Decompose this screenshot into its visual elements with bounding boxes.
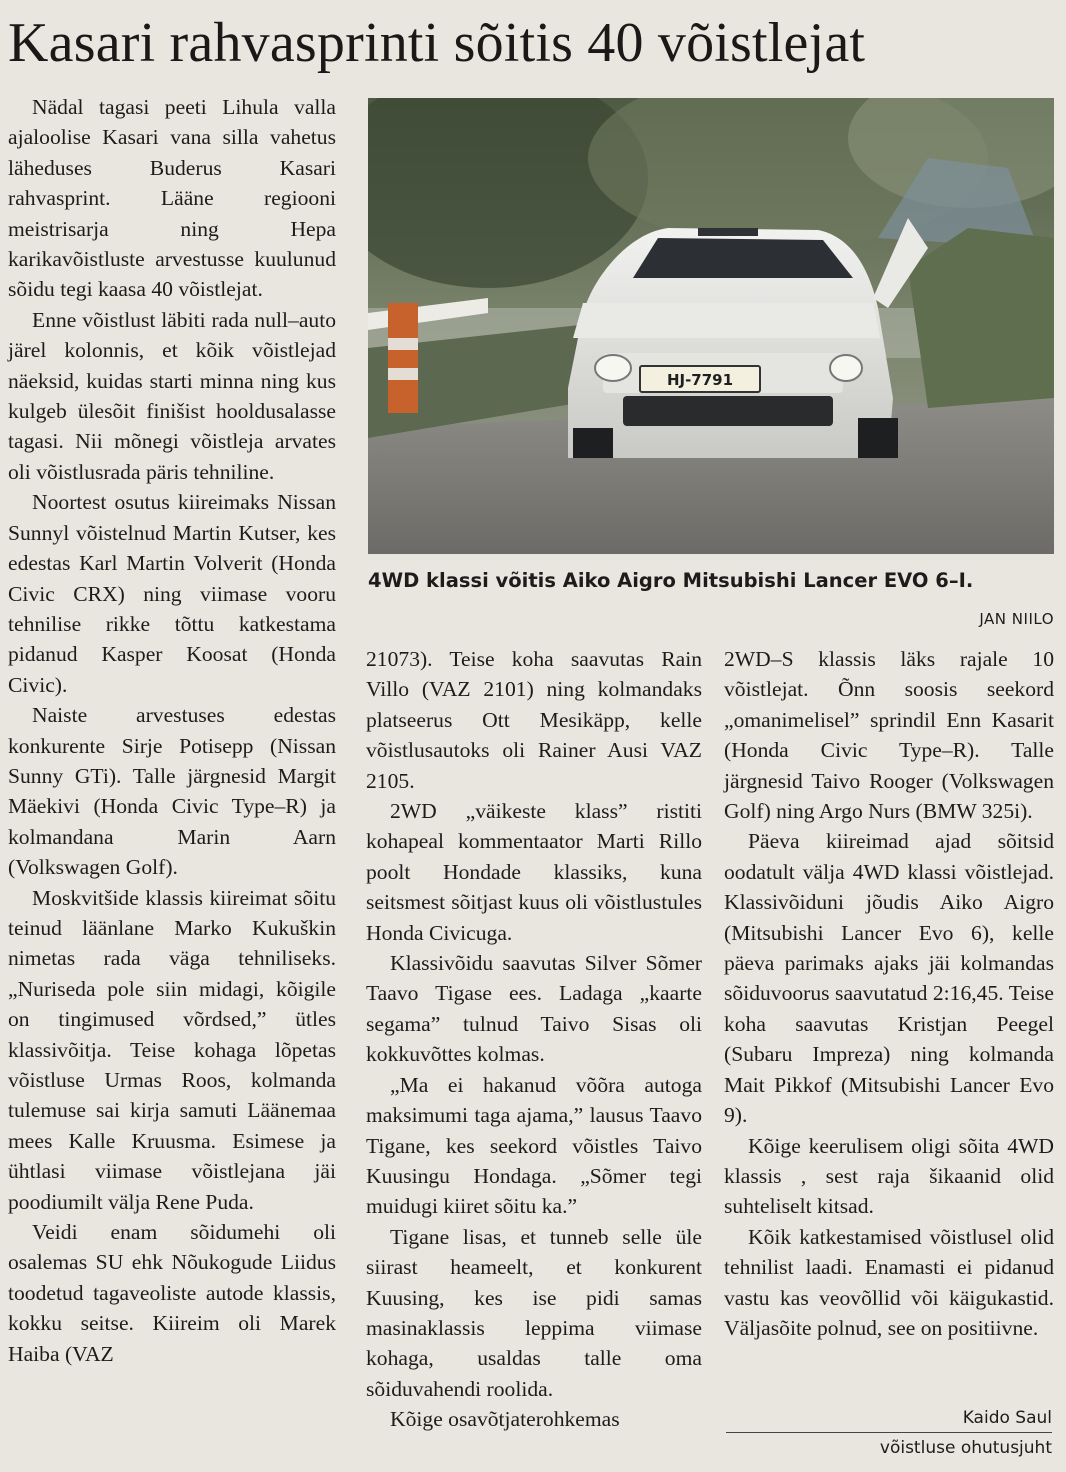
article-column-1 xyxy=(8,92,336,1369)
paragraph: Kõige osavõtjaterohkemas xyxy=(390,1407,620,1432)
photo-caption: 4WD klassi võitis Aiko Aigro Mitsubishi Lancer EVO 6–I. xyxy=(368,569,974,592)
photo-credit: JAN NIILO xyxy=(979,610,1054,628)
article-column-2 xyxy=(366,644,702,1435)
paragraph: Noortest osutus kiireimaks Nissan Sunnyl võistelnud Martin Kutser, kes edestas Karl Martin Volverit (Honda Civic CRX) ning viimase vooru tehnilise rikke tõttu katkestama pidanud Kasper Koosat (Honda Civic). xyxy=(8,490,336,697)
paragraph: 2WD „väikeste klass” ristiti kohapeal kommentaator Marti Rillo poolt Hondade klassiks, kuna seitsmest sõitjast kuus oli võistlustules Honda Civicuga. xyxy=(366,799,702,945)
paragraph: 2WD–S klassis läks rajale 10 võistlejat. Õnn soosis seekord „omanimelisel” sprindil Enn Kasarit (Honda Civic Type–R). Talle järgnesid Taivo Rooger (Volkswagen Golf) ning Argo Nurs (BMW 325i). xyxy=(724,647,1054,824)
paragraph: Moskvitšide klassis kiireimat sõitu teinud läänlane Marko Kukuškin nimetas rada väga tehniliseks. „Nuriseda pole siin midagi, kõigile on tingimused võrdsed,” ütles klassivõitja. Teise kohaga lõpetas võistluse Urmas Roos, kolmanda tulemuse sai kirja samuti Läänemaa mees Kalle Kruusma. Esimese ja ühtlasi viimase võistlejana jäi poodiumilt välja Rene Puda. xyxy=(8,885,336,1214)
author-divider xyxy=(726,1432,1052,1433)
paragraph: 21073). Teise koha saavutas Rain Villo (VAZ 2101) ning kolmandaks platseerus Ott Mesikäpp, kelle võistlusautoks oli Rainer Ausi VAZ 2105. xyxy=(366,647,702,793)
paragraph: Nädal tagasi peeti Lihula valla ajaloolise Kasari vana silla vahetus läheduses Buderus Kasari rahvasprint. Lääne regiooni meistrisarja ning Hepa karikavõistluste arvestusse kuulunud sõidu tegi kaasa 40 võistlejat. xyxy=(8,95,336,302)
paragraph: Kõige keerulisem oligi sõita 4WD klassis , sest raja šikaanid olid suhteliselt kitsad. xyxy=(724,1133,1054,1219)
rally-car-photo xyxy=(368,98,1054,554)
paragraph: Kõik katkestamised võistlusel olid tehnilist laadi. Enamasti ei pidanud vastu kas veovõllid või käigukastid. Väljasõite polnud, see on positiivne. xyxy=(724,1224,1054,1340)
license-plate: HJ-7791 xyxy=(666,371,734,389)
paragraph: Tigane lisas, et tunneb selle üle siirast heameelt, et konkurent Kuusing, kes ise pidi samas masinaklassis leppima viimase kohaga, usaldas talle oma sõiduvahendi roolida. xyxy=(366,1224,702,1401)
paragraph: Klassivõidu saavutas Silver Sõmer Taavo Tigase ees. Ladaga „kaarte segama” tulnud Taivo Sisas oli kokkuvõttes kolmas. xyxy=(366,951,702,1067)
paragraph: Enne võistlust läbiti rada null–auto järel kolonnis, et kõik võistlejad näeksid, kuidas starti minna ning kus kulgeb ülesõit finišist hooldusalasse tagasi. Nii mõnegi võistleja arvates oli võistlusrada päris tehniline. xyxy=(8,307,336,484)
paragraph: Veidi enam sõidumehi oli osalemas SU ehk Nõukogude Liidus toodetud tagaveoliste autode klassis, kokku seitse. Kiireim oli Marek Haiba (VAZ xyxy=(8,1220,336,1366)
article-headline: Kasari rahvasprinti sõitis 40 võistlejat xyxy=(8,12,866,74)
paragraph: Päeva kiireimad ajad sõitsid oodatult välja 4WD klassi võistlejad. Klassivõiduni jõudis Aiko Aigro (Mitsubishi Lancer Evo 6), kelle päeva parimaks ajaks jäi kolmandas sõiduvoorus saavutatud 2:16,45. Teise koha saavutas Kristjan Peegel (Subaru Impreza) ning kolmanda Mait Pikkof (Mitsubishi Lancer Evo 9). xyxy=(724,829,1054,1128)
paragraph: „Ma ei hakanud võõra autoga maksimumi taga ajama,” lausus Taavo Tigane, kes seekord võistles Taivo Kuusingu Hondaga. „Sõmer tegi muidugi kiiret sõitu ka.” xyxy=(366,1072,702,1219)
author-name: Kaido Saul xyxy=(962,1408,1052,1428)
author-role: võistluse ohutusjuht xyxy=(879,1438,1052,1458)
article-column-3 xyxy=(724,644,1054,1343)
paragraph: Naiste arvestuses edestas konkurente Sirje Potisepp (Nissan Sunny GTi). Talle järgnesid Margit Mäekivi (Honda Civic Type–R) ja kolmandana Marin Aarn (Volkswagen Golf). xyxy=(8,703,336,880)
